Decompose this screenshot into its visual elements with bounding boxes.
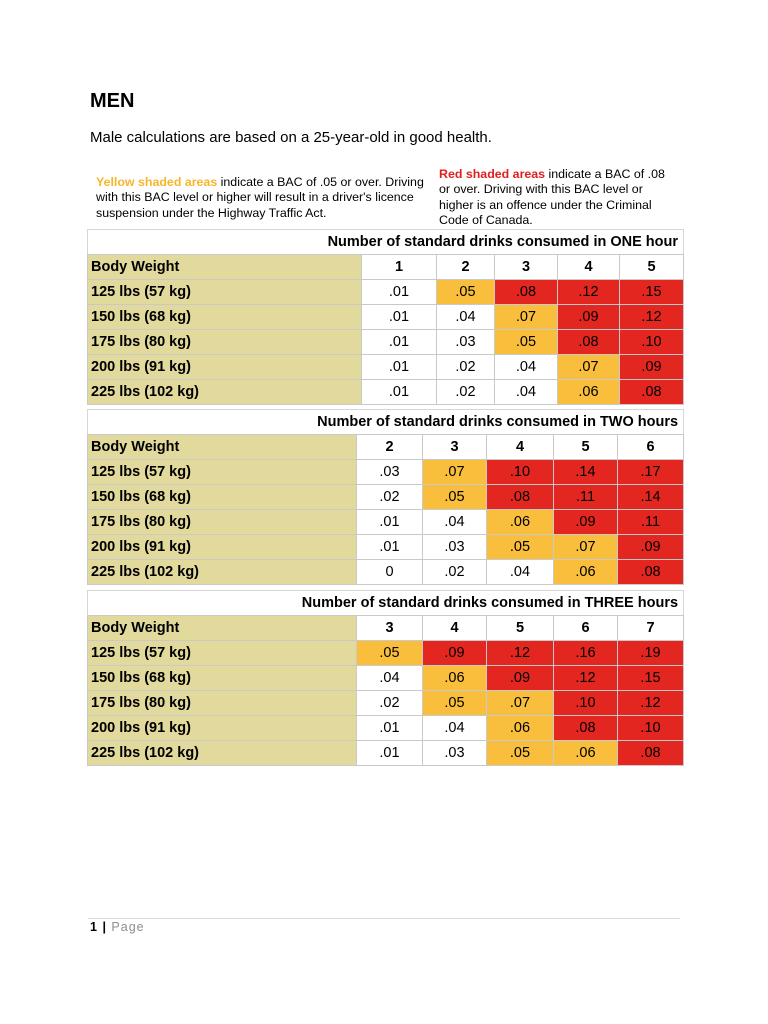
table-row <box>88 460 684 485</box>
bac-cell: .05 <box>487 741 554 766</box>
weight-cell: 125 lbs (57 kg) <box>88 280 362 305</box>
table-row <box>88 280 684 305</box>
drinks-row <box>88 435 684 460</box>
bac-table-three-hours <box>87 590 684 766</box>
bac-cell: .02 <box>423 560 487 585</box>
bac-cell: .01 <box>362 330 437 355</box>
red-note-label: Red shaded areas <box>439 167 546 181</box>
weight-cell: 200 lbs (91 kg) <box>88 535 357 560</box>
table-row <box>88 535 684 560</box>
yellow-note <box>96 175 428 221</box>
bac-cell: .08 <box>618 560 684 585</box>
bac-cell: .09 <box>487 666 554 691</box>
weight-cell: 175 lbs (80 kg) <box>88 330 362 355</box>
bac-cell: .19 <box>618 641 684 666</box>
table-row <box>88 691 684 716</box>
table-header: Number of standard drinks consumed in TWO hours <box>88 410 684 435</box>
body-weight-label: Body Weight <box>88 616 357 641</box>
table-row <box>88 305 684 330</box>
drinks-count: 6 <box>618 435 684 460</box>
bac-cell: .11 <box>618 510 684 535</box>
bac-table-one-hour <box>87 229 684 405</box>
bac-cell: .06 <box>423 666 487 691</box>
bac-cell: .05 <box>423 691 487 716</box>
drinks-count: 2 <box>437 255 495 280</box>
bac-cell: .01 <box>362 355 437 380</box>
table-row <box>88 741 684 766</box>
weight-cell: 150 lbs (68 kg) <box>88 666 357 691</box>
table-row <box>88 355 684 380</box>
bac-cell: .14 <box>554 460 618 485</box>
bac-cell: .09 <box>423 641 487 666</box>
bac-cell: .01 <box>357 741 423 766</box>
drinks-row <box>88 255 684 280</box>
bac-cell: .16 <box>554 641 618 666</box>
bac-cell: .04 <box>423 716 487 741</box>
bac-cell: .10 <box>554 691 618 716</box>
bac-cell: .08 <box>495 280 558 305</box>
table-header-row <box>88 591 684 616</box>
bac-cell: .12 <box>554 666 618 691</box>
bac-cell: .02 <box>437 355 495 380</box>
bac-cell: .04 <box>423 510 487 535</box>
bac-cell: .05 <box>357 641 423 666</box>
body-weight-label: Body Weight <box>88 255 362 280</box>
weight-cell: 150 lbs (68 kg) <box>88 305 362 330</box>
weight-cell: 225 lbs (102 kg) <box>88 380 362 405</box>
body-weight-label: Body Weight <box>88 435 357 460</box>
drinks-count: 4 <box>423 616 487 641</box>
bac-cell: .08 <box>620 380 684 405</box>
bac-cell: .15 <box>620 280 684 305</box>
bac-cell: .01 <box>362 280 437 305</box>
drinks-count: 5 <box>487 616 554 641</box>
table-row <box>88 380 684 405</box>
bac-cell: .09 <box>620 355 684 380</box>
bac-cell: .12 <box>620 305 684 330</box>
yellow-note-text: indicate a BAC of .05 or over. Driving with this BAC level or higher will result in a driver's licence suspension under the Highway Traffic Act. <box>96 175 424 220</box>
bac-cell: .08 <box>487 485 554 510</box>
bac-cell: .01 <box>362 380 437 405</box>
page-footer <box>90 920 145 934</box>
drinks-count: 3 <box>357 616 423 641</box>
bac-cell: .01 <box>357 510 423 535</box>
drinks-count: 3 <box>495 255 558 280</box>
bac-cell: .09 <box>558 305 620 330</box>
table-row <box>88 330 684 355</box>
bac-cell: 0 <box>357 560 423 585</box>
table-header-row <box>88 410 684 435</box>
page-title: MEN <box>90 90 135 112</box>
weight-cell: 225 lbs (102 kg) <box>88 560 357 585</box>
drinks-count: 4 <box>487 435 554 460</box>
bac-cell: .06 <box>558 380 620 405</box>
drinks-count: 5 <box>620 255 684 280</box>
bac-cell: .06 <box>554 741 618 766</box>
bac-cell: .03 <box>423 741 487 766</box>
drinks-count: 1 <box>362 255 437 280</box>
bac-cell: .04 <box>357 666 423 691</box>
table-header: Number of standard drinks consumed in THREE hours <box>88 591 684 616</box>
bac-cell: .08 <box>558 330 620 355</box>
bac-cell: .10 <box>618 716 684 741</box>
bac-cell: .06 <box>487 510 554 535</box>
bac-cell: .04 <box>437 305 495 330</box>
footer-separator: | <box>102 920 107 934</box>
bac-cell: .10 <box>620 330 684 355</box>
weight-cell: 200 lbs (91 kg) <box>88 716 357 741</box>
intro-text: Male calculations are based on a 25-year-old in good health. <box>90 129 492 146</box>
drinks-row <box>88 616 684 641</box>
bac-cell: .12 <box>618 691 684 716</box>
bac-cell: .10 <box>487 460 554 485</box>
bac-cell: .14 <box>618 485 684 510</box>
bac-cell: .08 <box>554 716 618 741</box>
yellow-note-label: Yellow shaded areas <box>96 175 218 189</box>
bac-cell: .02 <box>357 485 423 510</box>
bac-cell: .05 <box>495 330 558 355</box>
table-row <box>88 716 684 741</box>
bac-cell: .06 <box>487 716 554 741</box>
bac-cell: .09 <box>554 510 618 535</box>
weight-cell: 225 lbs (102 kg) <box>88 741 357 766</box>
bac-cell: .02 <box>437 380 495 405</box>
table-header: Number of standard drinks consumed in ONE hour <box>88 230 684 255</box>
weight-cell: 200 lbs (91 kg) <box>88 355 362 380</box>
bac-cell: .07 <box>554 535 618 560</box>
bac-cell: .05 <box>487 535 554 560</box>
bac-cell: .03 <box>437 330 495 355</box>
bac-cell: .07 <box>558 355 620 380</box>
bac-cell: .03 <box>357 460 423 485</box>
table-row <box>88 510 684 535</box>
weight-cell: 175 lbs (80 kg) <box>88 691 357 716</box>
bac-cell: .12 <box>487 641 554 666</box>
bac-cell: .08 <box>618 741 684 766</box>
bac-cell: .01 <box>357 535 423 560</box>
table-row <box>88 641 684 666</box>
drinks-count: 4 <box>558 255 620 280</box>
bac-cell: .12 <box>558 280 620 305</box>
bac-cell: .04 <box>495 355 558 380</box>
page-number: 1 <box>90 920 98 934</box>
table-row <box>88 485 684 510</box>
footer-divider <box>88 918 680 919</box>
weight-cell: 125 lbs (57 kg) <box>88 460 357 485</box>
red-note <box>439 167 669 229</box>
red-note-text: indicate a BAC of .08 or over. Driving with this BAC level or higher is an offence under the Criminal Code of Canada. <box>439 167 665 228</box>
bac-cell: .07 <box>495 305 558 330</box>
drinks-count: 2 <box>357 435 423 460</box>
bac-cell: .15 <box>618 666 684 691</box>
bac-cell: .05 <box>437 280 495 305</box>
bac-table-two-hours <box>87 409 684 585</box>
bac-cell: .09 <box>618 535 684 560</box>
bac-cell: .04 <box>495 380 558 405</box>
bac-cell: .01 <box>362 305 437 330</box>
bac-cell: .03 <box>423 535 487 560</box>
drinks-count: 5 <box>554 435 618 460</box>
weight-cell: 125 lbs (57 kg) <box>88 641 357 666</box>
bac-cell: .01 <box>357 716 423 741</box>
drinks-count: 3 <box>423 435 487 460</box>
bac-cell: .07 <box>423 460 487 485</box>
bac-cell: .17 <box>618 460 684 485</box>
bac-cell: .02 <box>357 691 423 716</box>
table-header-row <box>88 230 684 255</box>
bac-cell: .06 <box>554 560 618 585</box>
page-label: Page <box>111 920 145 934</box>
table-row <box>88 666 684 691</box>
bac-cell: .07 <box>487 691 554 716</box>
bac-cell: .05 <box>423 485 487 510</box>
weight-cell: 175 lbs (80 kg) <box>88 510 357 535</box>
bac-cell: .04 <box>487 560 554 585</box>
table-row <box>88 560 684 585</box>
drinks-count: 7 <box>618 616 684 641</box>
drinks-count: 6 <box>554 616 618 641</box>
bac-cell: .11 <box>554 485 618 510</box>
weight-cell: 150 lbs (68 kg) <box>88 485 357 510</box>
